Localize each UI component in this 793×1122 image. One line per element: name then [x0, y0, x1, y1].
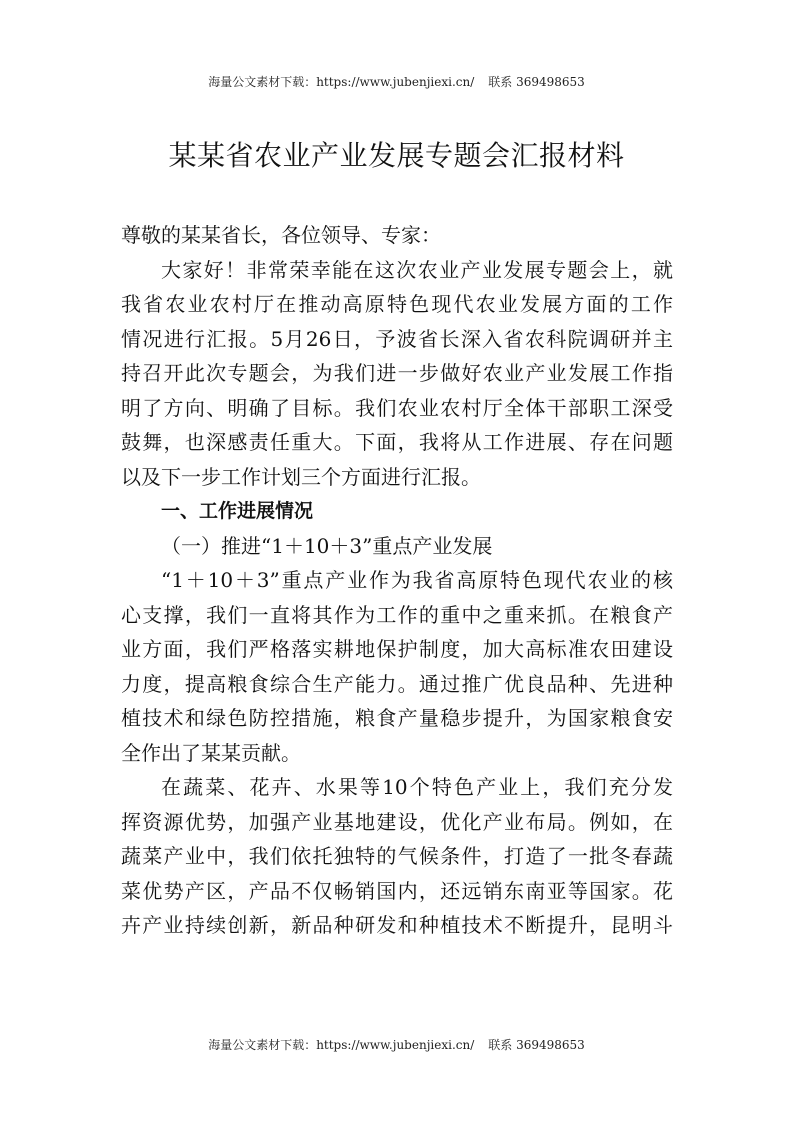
page-header — [0, 74, 793, 90]
paragraph-line: 蔬菜产业中，我们依托独特的气候条件，打造了一批冬春蔬 — [121, 844, 673, 868]
paragraph-line: 业方面，我们严格落实耕地保护制度，加大高标准农田建设 — [121, 637, 673, 661]
footer-download-text: 海量公文素材下载：https://www.jubenjiexi.cn/ — [208, 1038, 475, 1052]
salutation: 尊敬的某某省长，各位领导、专家： — [121, 223, 441, 247]
paragraph-line: 全作出了某某贡献。 — [121, 740, 301, 765]
paragraph-line: 力度，提高粮食综合生产能力。通过推广优良品种、先进种 — [121, 671, 673, 696]
paragraph-line: 菜优势产区，产品不仅畅销国内，还远销东南亚等国家。花 — [121, 878, 673, 903]
paragraph-line: 卉产业持续创新，新品种研发和种植技术不断提升，昆明斗 — [121, 913, 673, 937]
paragraph-line: 情况进行汇报。5月26日，予波省长深入省农科院调研并主 — [121, 326, 673, 351]
paragraph-line: 明了方向、明确了目标。我们农业农村厅全体干部职工深受 — [121, 395, 673, 420]
subsection-heading: （一）推进“1＋10＋3”重点产业发展 — [161, 533, 493, 558]
paragraph-line: 鼓舞，也深感责任重大。下面，我将从工作进展、存在问题 — [121, 430, 673, 454]
paragraph-line: 我省农业农村厅在推动高原特色现代农业发展方面的工作 — [121, 292, 673, 316]
paragraph-line: 以及下一步工作计划三个方面进行汇报。 — [121, 464, 481, 489]
paragraph-line: 在蔬菜、花卉、水果等10个特色产业上，我们充分发 — [161, 775, 673, 799]
paragraph-line: “1＋10＋3”重点产业作为我省高原特色现代农业的核 — [161, 568, 673, 592]
paragraph-line: 持召开此次专题会，为我们进一步做好农业产业发展工作指 — [121, 361, 673, 385]
document-body — [121, 218, 673, 943]
page-footer — [0, 1037, 793, 1053]
paragraph-line: 心支撑，我们一直将其作为工作的重中之重来抓。在粮食产 — [121, 602, 673, 627]
header-contact-text: 联系 369498653 — [488, 75, 585, 89]
section-heading: 一、工作进展情况 — [161, 500, 314, 522]
document-title: 某某省农业产业发展专题会汇报材料 — [168, 139, 625, 172]
paragraph-line: 大家好！非常荣幸能在这次农业产业发展专题会上，就 — [161, 257, 673, 282]
footer-contact-text: 联系 369498653 — [488, 1038, 585, 1052]
header-download-text: 海量公文素材下载：https://www.jubenjiexi.cn/ — [208, 75, 475, 89]
paragraph-line: 植技术和绿色防控措施，粮食产量稳步提升，为国家粮食安 — [121, 706, 673, 730]
paragraph-line: 挥资源优势，加强产业基地建设，优化产业布局。例如，在 — [121, 809, 673, 834]
